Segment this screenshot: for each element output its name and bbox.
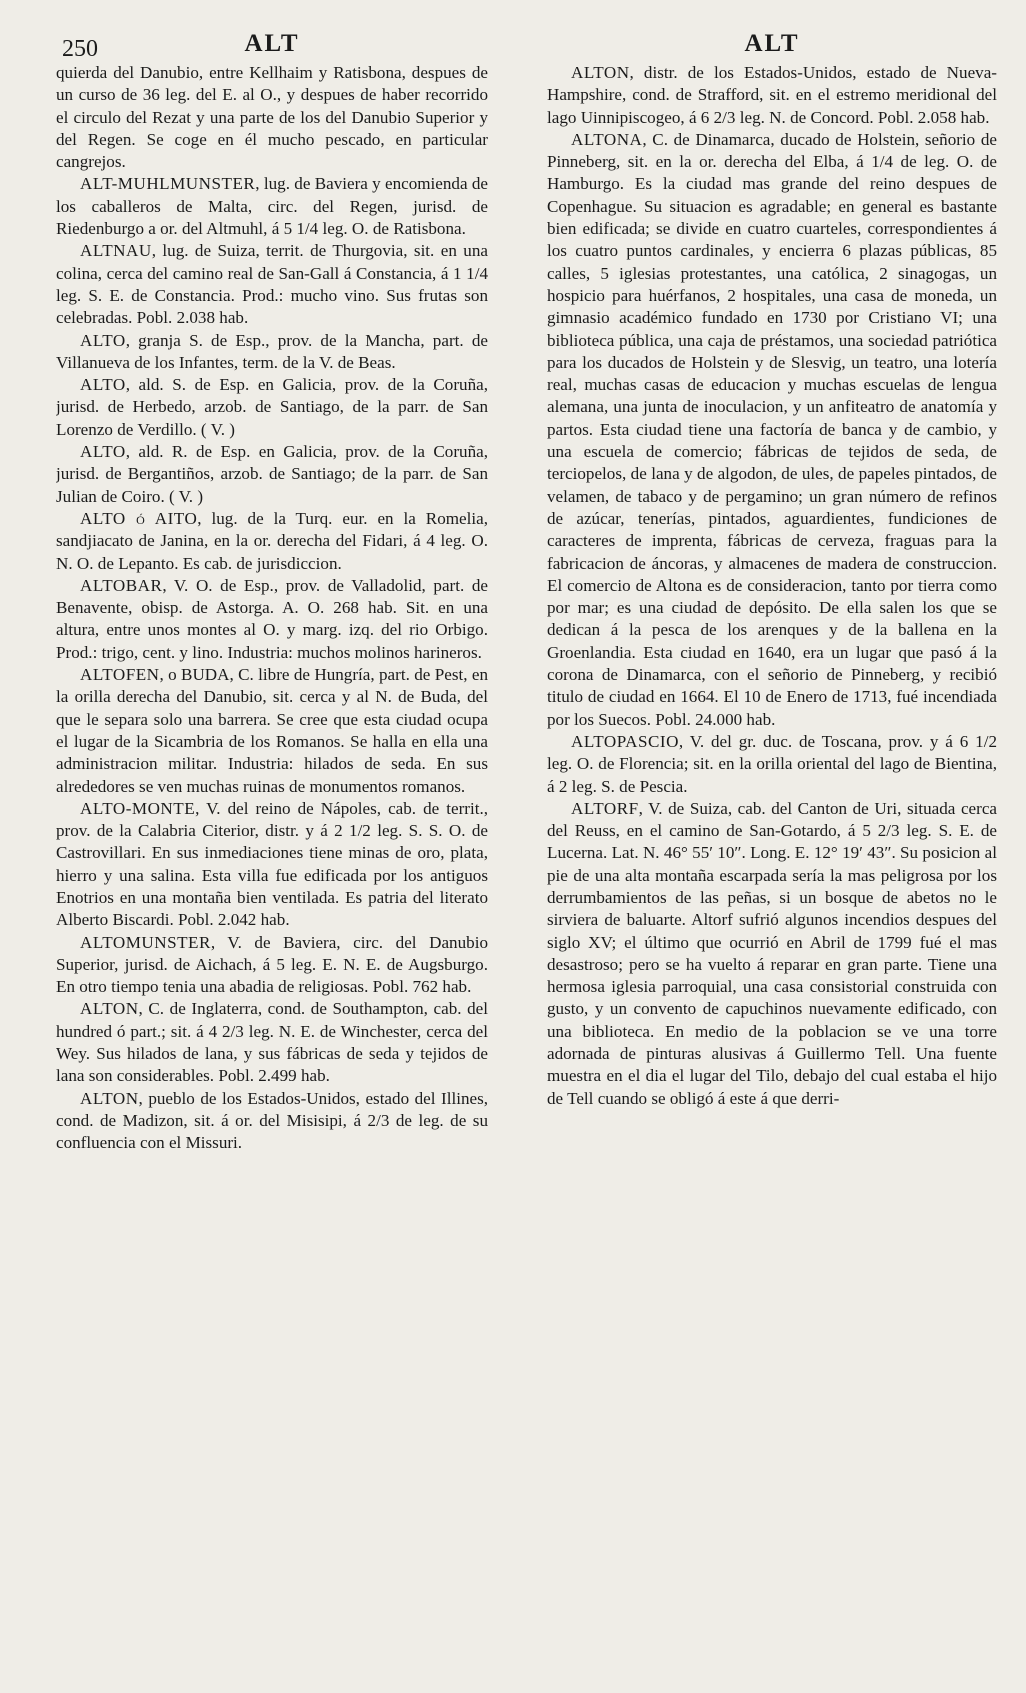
dictionary-entry: [56, 173, 488, 240]
dictionary-entry: [56, 664, 488, 798]
entry-text: , granja S. de Esp., prov. de la Mancha, part. de Villanueva de los Infantes, term. de la V. de Beas.: [56, 330, 488, 372]
dictionary-entry: [56, 798, 488, 932]
dictionary-entry: [56, 932, 488, 999]
entry-text: , o BUDA, C. libre de Hungría, part. de Pest, en la orilla derecha del Danubio, sit. cerca y al N. de Buda, del que le separa solo una barrera. Se cree que esta ciudad ocupa el lugar de la Sicambria de los Romanos. Se halla en ella una administracion militar. Industria: hilados de seda. En sus alrededores se ven muchas ruinas de monumentos romanos.: [56, 665, 488, 796]
entry-text: , V. del reino de Nápoles, cab. de territ., prov. de la Calabria Citerior, distr. y á 2 1/2 leg. S. S. O. de Castrovillari. En sus inmediaciones tiene minas de oro, plata, hierro y una salina. Esta villa fue edificada por los antiguos Enotrios en una montaña bien ventilada. Es patria del literato Alberto Biscardi. Pobl. 2.042 hab.: [56, 798, 488, 930]
entry-headword: ALTORF: [571, 798, 639, 818]
entry-headword: ALTON: [80, 999, 139, 1019]
entry-text: , V. O. de Esp., prov. de Valladolid, part. de Benavente, obisp. de Astorga. A. O. 268 hab. Sit. en una altura, entre unos montes al O. y marg. izq. del rio Orbigo. Prod.: trigo, cent. y lino. Industria: muchos molinos harineros.: [56, 575, 488, 662]
entry-headword: ALTON: [80, 1088, 139, 1108]
entry-headword: ALTO: [80, 375, 126, 395]
left-column: [56, 30, 488, 1673]
right-column: [547, 30, 997, 1673]
entry-headword: ALTNAU: [80, 241, 152, 261]
dictionary-entry: [56, 374, 488, 441]
dictionary-entry: [56, 508, 488, 575]
entry-headword: ALTONA: [571, 129, 643, 149]
dictionary-entry: [56, 575, 488, 664]
left-entries: [56, 62, 488, 1155]
entry-headword: ALT-MUHLMUNSTER: [80, 174, 256, 194]
page-number: 250: [62, 36, 98, 62]
entry-headword: ALTOFEN: [80, 665, 160, 685]
dictionary-entry: [56, 1088, 488, 1155]
entry-text: , pueblo de los Estados-Unidos, estado del Illines, cond. de Madizon, sit. á or. del Misisipi, á 2/3 de leg. de su confluencia con el Missuri.: [56, 1088, 488, 1153]
entry-headword: ALTOMUNSTER: [80, 932, 211, 952]
entry-text: , lug. de la Turq. eur. en la Romelia, sandjiacato de Janina, en la or. derecha del Fidari, á 4 leg. O. N. O. de Lepanto. Es cab. de jurisdiccion.: [56, 508, 488, 573]
entry-text: , C. de Dinamarca, ducado de Holstein, señorio de Pinneberg, sit. en la or. derecha del Elba, á 1/4 de leg. O. de Hamburgo. Es la ciudad mas grande del reino despues de Copenhague. Su situacion es agradable; en general es bastante bien edificada; se divide en cuatro cuarteles, correspondientes á los cuatro puntos cardinales, y encierra 6 plazas públicas, 85 calles, 5 iglesias protestantes, una católica, 2 sinagogas, un hospicio para huérfanos, 2 hospitales, una casa de moneda, un gimnasio académico fundado en 1730 por Cristiano VI; una biblioteca pública, una caja de préstamos, una sociedad patriótica para los ducados de Holstein y de Slesvig, un teatro, una lotería real, muchas casas de educacion y muchas escuelas de lengua alemana, una junta de inoculacion, y un anfiteatro de anatomía y partos. Esta ciudad tiene una factoría de banca y de cambio, y una escuela de comercio; fábricas de tejidos de seda, de terciopelos, de lana y de algodon, de ules, de papeles pintados, de velamen, de tabaco y de pergamino; un gran número de refinos de azúcar, tenerías, pintados, aguardientes, fundiciones de caracteres de imprenta, fábricas de cerveza, fraguas para la fabricacion de áncoras, y almacenes de madera de construccion. El comercio de Altona es de consideracion, tanto por tierra como por mar; es una ciudad de depósito. De ella salen los que se dedican á la pesca de los arenques y de la ballena en la Groenlandia. Esta ciudad en 1640, era un lugar que pasó á la corona de Dinamarca, con el señorio de Pinneberg, y recibió titulo de ciudad en 1664. El 10 de Enero de 1713, fué incendiada por los Suecos. Pobl. 24.000 hab.: [547, 129, 997, 729]
entry-text: , V. de Baviera, circ. del Danubio Superior, jurisd. de Aichach, á 5 leg. E. N. E. de Augsburgo. En otro tiempo tenia una abadia de religiosas. Pobl. 762 hab.: [56, 932, 488, 997]
entry-text: , lug. de Baviera y encomienda de los caballeros de Malta, circ. del Regen, jurisd. de Riedenburgo a or. del Altmuhl, á 5 1/4 leg. O. de Ratisbona.: [56, 174, 488, 239]
entry-headword: ALTO: [80, 442, 126, 462]
entry-headword: ALTOPASCIO: [571, 731, 679, 751]
entry-text: , distr. de los Estados-Unidos, estado de Nueva-Hampshire, cond. de Strafford, sit. en el estremo meridional del lago Uinnipiscogeo, á 6 2/3 leg. N. de Concord. Pobl. 2.058 hab.: [547, 63, 997, 127]
running-head-right: ALT: [744, 30, 800, 57]
entry-headword: ALTO ó AITO: [80, 508, 198, 528]
dictionary-entry: [547, 62, 997, 129]
entry-text: , ald. S. de Esp. en Galicia, prov. de la Coruña, jurisd. de Herbedo, arzob. de Santiago, de la parr. de San Lorenzo de Verdillo. ( V. ): [56, 375, 488, 439]
entry-text: , V. de Suiza, cab. del Canton de Uri, situada cerca del Reuss, en el camino de San-Gotardo, á 5 2/3 leg. S. E. de Lucerna. Lat. N. 46° 55′ 10″. Long. E. 12° 19′ 43″. Su posicion al pie de una alta montaña escarpada sería la mas peligrosa por los derrumbamientos de las peñas, si un bosque de abetos no le sirviera de baluarte. Altorf sufrió algunos incendios despues del siglo XV; el último que ocurrió en Abril de 1799 fué el mas desastroso; pero se ha vuelto á reparar en gran parte. Tiene una hermosa iglesia parroquial, una casa consistorial construida con gusto, y un convento de capuchinos nuevamente edificado, con una biblioteca. En medio de la poblacion se ve una torre adornada de pinturas alusivas á Guillermo Tell. Una fuente muestra en el dia el lugar del Tilo, debajo del cual estaba el hijo de Tell cuando se obligó á este á que derri-: [547, 798, 997, 1108]
dictionary-entry: [56, 240, 488, 329]
dictionary-entry: [547, 798, 997, 1110]
running-head-left: ALT: [244, 30, 300, 57]
entry-text: , V. del gr. duc. de Toscana, prov. y á 6 1/2 leg. O. de Florencia; sit. en la orilla oriental del lago de Bientina, á 2 leg. S. de Pescia.: [547, 731, 997, 796]
entry-text: , lug. de Suiza, territ. de Thurgovia, sit. en una colina, cerca del camino real de San-Gall á Constancia, á 1 1/4 leg. S. E. de Constancia. Prod.: mucho vino. Sus frutas son celebradas. Pobl. 2.038 hab.: [56, 241, 488, 328]
entry-headword: ALTON: [571, 63, 630, 82]
dictionary-entry: [56, 441, 488, 508]
dictionary-entry: [547, 129, 997, 731]
entry-headword: ALTOBAR: [80, 575, 163, 595]
dictionary-entry: [547, 731, 997, 798]
dictionary-entry: [56, 330, 488, 375]
entry-text: , C. de Inglaterra, cond. de Southampton, cab. del hundred ó part.; sit. á 4 2/3 leg. N. E. de Winchester, cerca del Wey. Sus hilados de lana, y sus fábricas de seda y tejidos de lana son considerables. Pobl. 2.499 hab.: [56, 999, 488, 1086]
dictionary-entry: [56, 62, 488, 173]
entry-text: , ald. R. de Esp. en Galicia, prov. de la Coruña, jurisd. de Bergantiños, arzob. de Santiago; de la parr. de San Julian de Coiro. ( V. ): [56, 442, 488, 506]
entry-headword: ALTO-MONTE: [80, 798, 196, 818]
dictionary-entry: [56, 998, 488, 1087]
right-entries: [547, 62, 997, 1110]
entry-text: quierda del Danubio, entre Kellhaim y Ratisbona, despues de un curso de 36 leg. del E. al O., y despues de haber recorrido el circulo del Rezat y una parte de los del Danubio Superior y del Regen. Se coge en él mucho pescado, en particular cangrejos.: [56, 63, 488, 172]
entry-headword: ALTO: [80, 330, 126, 350]
